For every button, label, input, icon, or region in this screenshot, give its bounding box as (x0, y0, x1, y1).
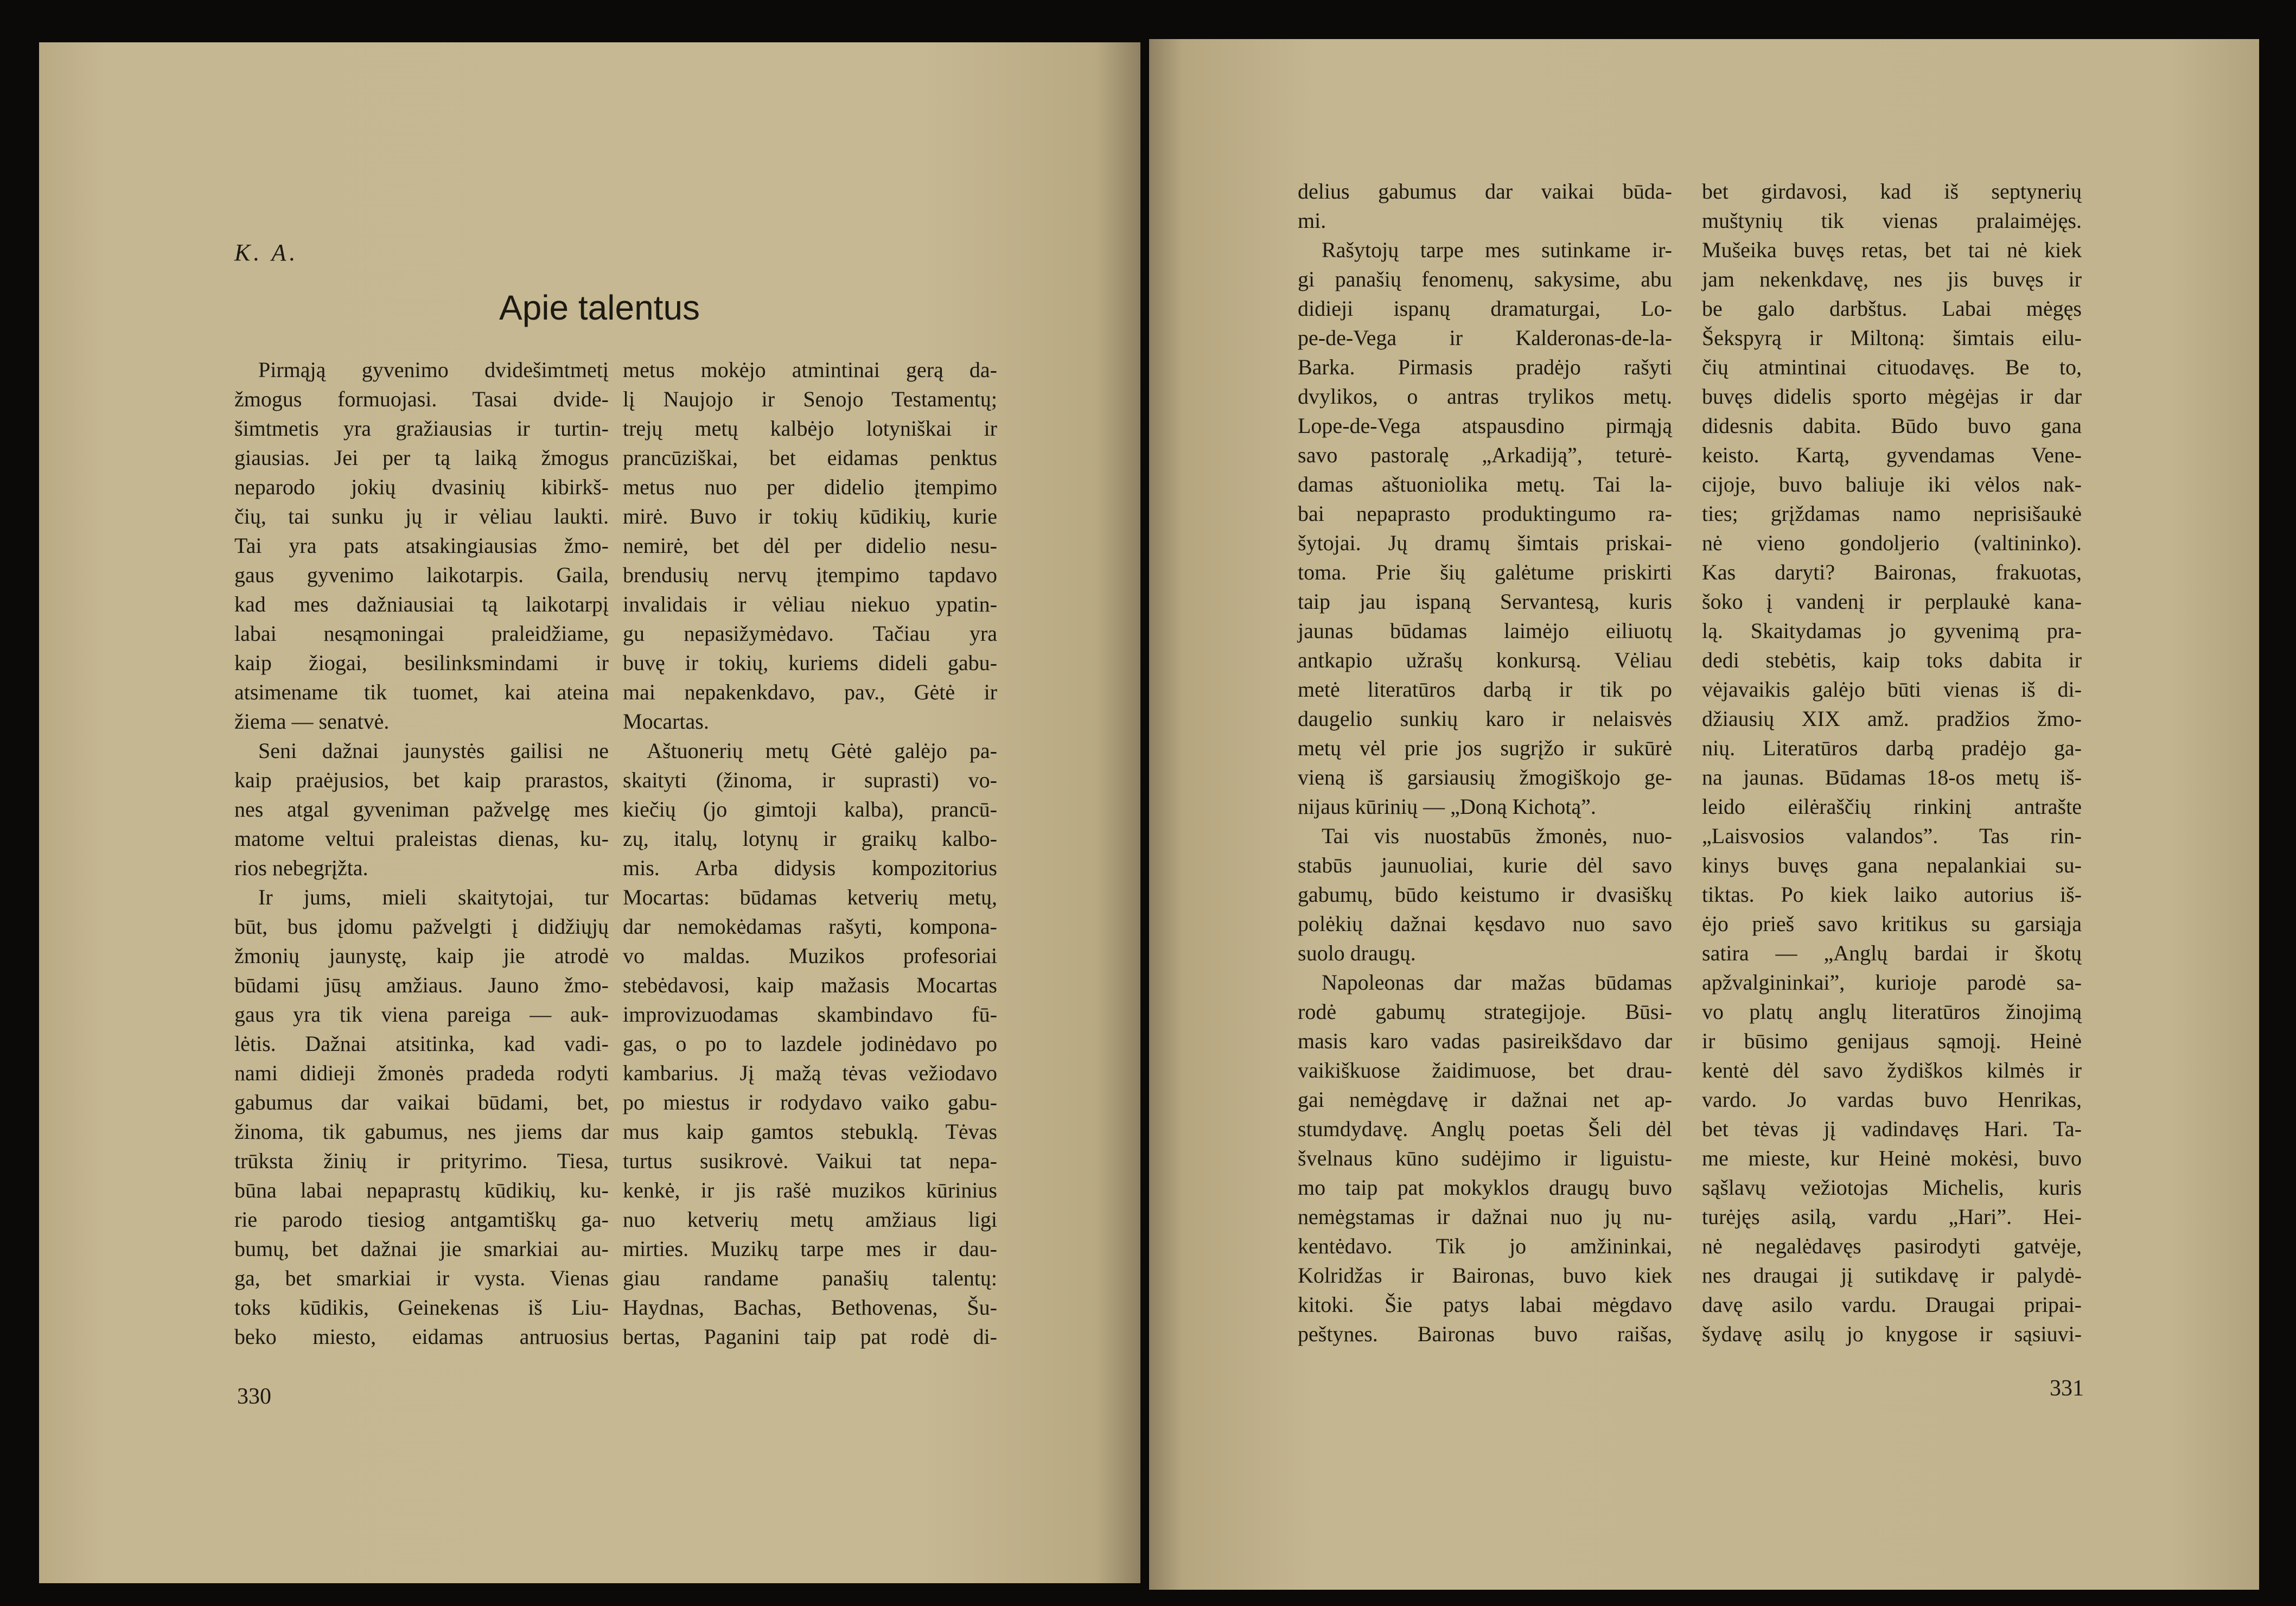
text-line: kitoki. Šie patys labai mėgdavo (1298, 1292, 1672, 1317)
text-line: leido eilėraščių rinkinį antrašte (1702, 794, 2082, 819)
text-line: Tai vis nuostabūs žmonės, nuo- (1322, 824, 1672, 848)
text-line: satira — „Anglų bardai ir škotų (1702, 941, 2082, 965)
text-line: prancūziškai, bet eidamas penktus (623, 445, 997, 470)
article-author: K. A. (234, 239, 299, 266)
text-line: kenkė, ir jis rašė muzikos kūrinius (623, 1178, 997, 1202)
text-line: čių, tai sunku jų ir vėliau laukti. (234, 504, 609, 528)
text-column-3 (1298, 177, 1672, 1349)
text-line: Napoleonas dar mažas būdamas (1322, 970, 1672, 995)
text-line: gaus gyvenimo laikotarpis. Gaila, (234, 563, 609, 587)
page-number-left: 330 (237, 1384, 271, 1409)
text-line: taip jau ispaną Servantesą, kuris (1298, 589, 1672, 614)
text-line: nes atgal gyveniman pažvelgę mes (234, 797, 609, 821)
text-line: apžvalgininkai”, kurioje parodė sa- (1702, 970, 2082, 995)
text-line: mai nepakenkdavo, pav., Gėtė ir (623, 680, 997, 704)
text-line: lą. Skaitydamas jo gyvenimą pra- (1702, 619, 2082, 643)
text-line: nes draugai jį sutikdavę ir palydė- (1702, 1263, 2082, 1288)
text-line: toks kūdikis, Geinekenas iš Liu- (234, 1295, 609, 1320)
text-line: bet girdavosi, kad iš septynerių (1702, 179, 2082, 203)
paragraph (234, 355, 609, 736)
text-line: Seni dažnai jaunystės gailisi ne (258, 738, 609, 763)
text-line: bet tėvas jį vadindavęs Hari. Ta- (1702, 1117, 2082, 1141)
text-line: nių. Literatūros darbą pradėjo ga- (1702, 736, 2082, 760)
text-line: nijaus kūrinių — „Doną Kichotą”. (1298, 794, 1596, 819)
text-line: Mocartas. (623, 709, 709, 734)
text-line: metus nuo per didelio įtempimo (623, 475, 997, 499)
text-line: giau randame panašių talentų: (623, 1266, 997, 1290)
text-line: ties; grįždamas namo neprisišaukė (1702, 501, 2082, 526)
text-line: kentėdavo. Tik jo amžininkai, (1298, 1234, 1672, 1258)
text-line: Mocartas: būdamas ketverių metų, (623, 885, 997, 909)
text-line: beko miesto, eidamas antruosius (234, 1324, 609, 1349)
paragraph (1298, 235, 1672, 821)
text-line: vėjavaikis galėjo būti vienas iš di- (1702, 677, 2082, 702)
text-line: vieną iš garsiausių žmogiškojo ge- (1298, 765, 1672, 789)
paragraph (623, 355, 997, 736)
text-line: Haydnas, Bachas, Bethovenas, Šu- (623, 1295, 997, 1320)
text-line: rodė gabumų strategijoje. Būsi- (1298, 999, 1672, 1024)
text-column-4 (1702, 177, 2082, 1349)
article-title: Apie talentus (499, 288, 700, 327)
text-line: ėjo prieš savo kritikus su garsiąja (1702, 912, 2082, 936)
text-line: mus kaip gamtos stebuklą. Tėvas (623, 1119, 997, 1144)
text-line: didesnis dabita. Būdo buvo gana (1702, 413, 2082, 438)
text-line: bumų, bet dažnai jie smarkiai au- (234, 1237, 609, 1261)
text-line: lėtis. Dažnai atsitinka, kad vadi- (234, 1031, 609, 1056)
text-line: Kolridžas ir Baironas, buvo kiek (1298, 1263, 1672, 1288)
text-line: Ir jums, mieli skaitytojai, tur (258, 885, 609, 909)
text-line: zų, italų, lotynų ir graikų kalbo- (623, 826, 997, 851)
text-line: nami didieji žmonės pradeda rodyti (234, 1061, 609, 1085)
text-line: Tai yra pats atsakingiausias žmo- (234, 533, 609, 558)
text-line: toma. Prie šių galėtume priskirti (1298, 560, 1672, 584)
text-line: neparodo jokių dvasinių kibirkš- (234, 475, 609, 499)
text-line: jaunas būdamas laimėjo eiliuotų (1298, 619, 1672, 643)
text-line: po miestus ir rodydavo vaiko gabu- (623, 1090, 997, 1114)
text-line: atsimename tik tuomet, kai ateina (234, 680, 609, 704)
paragraph (1298, 177, 1672, 235)
text-line: šytojai. Jų dramų šimtais priskai- (1298, 531, 1672, 555)
text-line: būna labai nepaprastų kūdikių, ku- (234, 1178, 609, 1202)
text-line: Pirmąją gyvenimo dvidešimtmetį (258, 358, 609, 382)
text-line: Šekspyrą ir Miltoną: šimtais eilu- (1702, 326, 2082, 350)
text-line: muštynių tik vienas pralaimėjęs. (1702, 208, 2082, 233)
text-line: antkapio užrašų konkursą. Vėliau (1298, 648, 1672, 672)
text-line: na jaunas. Būdamas 18-os metų iš- (1702, 765, 2082, 789)
text-line: pe-de-Vega ir Kalderonas-de-la- (1298, 326, 1672, 350)
text-line: peštynes. Baironas buvo raišas, (1298, 1322, 1672, 1346)
text-line: nemirė, bet dėl per didelio nesu- (623, 533, 997, 558)
text-line: kaip žiogai, besilinksmindami ir (234, 651, 609, 675)
text-line: bai nepaprasto produktingumo ra- (1298, 501, 1672, 526)
text-line: gu nepasižymėdavo. Tačiau yra (623, 621, 997, 646)
text-line: švelnaus kūno sudėjimo ir liguistu- (1298, 1146, 1672, 1170)
text-line: savo pastoralę „Arkadiją”, teturė- (1298, 443, 1672, 467)
text-line: stumdydavę. Anglų poetas Šeli dėl (1298, 1117, 1672, 1141)
text-line: šydavę asilų jo knygose ir sąsiuvi- (1702, 1322, 2082, 1346)
text-line: šimtmetis yra gražiausias ir turtin- (234, 416, 609, 441)
text-line: žmogus formuojasi. Tasai dvide- (234, 387, 609, 411)
text-line: buvęs didelis sporto mėgėjas ir dar (1702, 384, 2082, 409)
paragraph (234, 883, 609, 1352)
text-line: improvizuodamas skambindavo fū- (623, 1002, 997, 1027)
text-line: dvylikos, o antras trylikos metų. (1298, 384, 1672, 409)
text-line: kiečių (jo gimtoji kalba), prancū- (623, 797, 997, 821)
text-line: dedi stebėtis, kaip toks dabita ir (1702, 648, 2082, 672)
text-line: vardo. Jo vardas buvo Henrikas, (1702, 1087, 2082, 1112)
paragraph (234, 736, 609, 883)
text-line: jam nekenkdavę, nes jis buvęs ir (1702, 267, 2082, 291)
text-line: skaityti (žinoma, ir suprasti) vo- (623, 768, 997, 792)
text-line: giausias. Jei per tą laiką žmogus (234, 445, 609, 470)
text-line: stabūs jaunuoliai, kurie dėl savo (1298, 853, 1672, 877)
text-line: turtus susikrovė. Vaikui tat nepa- (623, 1149, 997, 1173)
text-line: ir būsimo genijaus sąmojį. Heinė (1702, 1029, 2082, 1053)
text-line: mirties. Muzikų tarpe mes ir dau- (623, 1237, 997, 1261)
paragraph (623, 736, 997, 1352)
text-line: gaus yra tik viena pareiga — auk- (234, 1002, 609, 1027)
text-column-1 (234, 355, 609, 1352)
paragraph (1298, 968, 1672, 1349)
text-line: nė vieno gondoljerio (valtininko). (1702, 531, 2082, 555)
text-line: damas aštuoniolika metų. Tai la- (1298, 472, 1672, 496)
text-line: kaip praėjusios, bet kaip prarastos, (234, 768, 609, 792)
text-line: žmonių jaunystę, kaip jie atrodė (234, 944, 609, 968)
text-line: šoko į vandenį ir perplaukė kana- (1702, 589, 2082, 614)
text-line: masis karo vadas pasireikšdavo dar (1298, 1029, 1672, 1053)
text-line: kentė dėl savo žydiškos kilmės ir (1702, 1058, 2082, 1082)
text-line: matome veltui praleistas dienas, ku- (234, 826, 609, 851)
text-line: cijoje, buvo baliuje iki vėlos nak- (1702, 472, 2082, 496)
text-line: gabumų, būdo keistumo ir dvasiškų (1298, 882, 1672, 907)
text-column-2 (623, 355, 997, 1352)
text-line: gai nemėgdavę ir dažnai net ap- (1298, 1087, 1672, 1112)
text-line: Rašytojų tarpe mes sutinkame ir- (1322, 238, 1672, 262)
text-line: turėjęs asilą, vardu „Hari”. Hei- (1702, 1204, 2082, 1229)
text-line: davę asilo vardu. Draugai pripai- (1702, 1292, 2082, 1317)
text-line: delius gabumus dar vaikai būda- (1298, 179, 1672, 203)
text-line: gi panašių fenomenų, sakysime, abu (1298, 267, 1672, 291)
text-line: kambarius. Jį mažą tėvas vežiodavo (623, 1061, 997, 1085)
text-line: metų vėl prie jos sugrįžo ir sukūrė (1298, 736, 1672, 760)
text-line: džiausių XIX amž. pradžios žmo- (1702, 706, 2082, 731)
text-line: brendusių nervų įtempimo tapdavo (623, 563, 997, 587)
text-line: vo platų anglų literatūros žinojimą (1702, 999, 2082, 1024)
text-line: stebėdavosi, kaip mažasis Mocartas (623, 973, 997, 997)
text-line: Barka. Pirmasis pradėjo rašyti (1298, 355, 1672, 379)
page-number-right: 331 (2050, 1376, 2084, 1401)
text-line: vaikiškuose žaidimuose, bet drau- (1298, 1058, 1672, 1082)
text-line: žiema — senatvė. (234, 709, 390, 734)
text-line: trejų metų kalbėjo lotyniškai ir (623, 416, 997, 441)
text-line: daugelio sunkių karo ir nelaisvės (1298, 706, 1672, 731)
text-line: polėkių dažnai kęsdavo nuo savo (1298, 912, 1672, 936)
text-line: čių atmintinai cituodavęs. Be to, (1702, 355, 2082, 379)
text-line: kad mes dažniausiai tą laikotarpį (234, 592, 609, 616)
text-line: keisto. Kartą, gyvendamas Vene- (1702, 443, 2082, 467)
text-line: žinoma, tik gabumus, nes jiems dar (234, 1119, 609, 1144)
paragraph (1298, 821, 1672, 968)
text-line: metė literatūros darbą ir tik po (1298, 677, 1672, 702)
text-line: be galo darbštus. Labai mėgęs (1702, 296, 2082, 321)
text-line: Lope-de-Vega atspausdino pirmąją (1298, 413, 1672, 438)
text-line: labai nesąmoningai praleidžiame, (234, 621, 609, 646)
text-line: ga, bet smarkiai ir vysta. Vienas (234, 1266, 609, 1290)
text-line: mi. (1298, 208, 1326, 233)
text-line: kinys buvęs gana nepalankiai su- (1702, 853, 2082, 877)
text-line: nuo ketverių metų amžiaus ligi (623, 1207, 997, 1232)
text-line: trūksta žinių ir prityrimo. Tiesa, (234, 1149, 609, 1173)
text-line: sąšlavų vežiotojas Michelis, kuris (1702, 1175, 2082, 1200)
text-line: gas, o po to lazdele jodinėdavo po (623, 1031, 997, 1056)
text-line: vo maldas. Muzikos profesoriai (623, 944, 997, 968)
text-line: invalidais ir vėliau niekuo ypatin- (623, 592, 997, 616)
text-line: rie parodo tiesiog antgamtiškų ga- (234, 1207, 609, 1232)
text-line: Kas daryti? Baironas, frakuotas, (1702, 560, 2082, 584)
paragraph (1702, 177, 2082, 1349)
text-line: dar nemokėdamas rašyti, kompona- (623, 914, 997, 939)
text-line: bertas, Paganini taip pat rodė di- (623, 1324, 997, 1349)
text-line: mis. Arba didysis kompozitorius (623, 856, 997, 880)
text-line: didieji ispanų dramaturgai, Lo- (1298, 296, 1672, 321)
text-line: rios nebegrįžta. (234, 856, 368, 880)
text-line: suolo draugų. (1298, 941, 1416, 965)
text-line: būt, bus įdomu pažvelgti į didžiųjų (234, 914, 609, 939)
text-line: tiktas. Po kiek laiko autorius iš- (1702, 882, 2082, 907)
text-line: nė negalėdavęs pasirodyti gatvėje, (1702, 1234, 2082, 1258)
text-line: „Laisvosios valandos”. Tas rin- (1702, 824, 2082, 848)
text-line: būdami jūsų amžiaus. Jauno žmo- (234, 973, 609, 997)
text-line: lį Naujojo ir Senojo Testamentų; (623, 387, 997, 411)
text-line: metus mokėjo atmintinai gerą da- (623, 358, 997, 382)
text-line: me mieste, kur Heinė mokėsi, buvo (1702, 1146, 2082, 1170)
text-line: mirė. Buvo ir tokių kūdikių, kurie (623, 504, 997, 528)
text-line: Aštuonerių metų Gėtė galėjo pa- (647, 738, 997, 763)
text-line: nemėgstamas ir dažnai nuo jų nu- (1298, 1204, 1672, 1229)
text-line: gabumus dar vaikai būdami, bet, (234, 1090, 609, 1114)
text-line: Mušeika buvęs retas, bet tai nė kiek (1702, 238, 2082, 262)
text-line: mo taip pat mokyklos draugų buvo (1298, 1175, 1672, 1200)
text-line: buvę ir tokių, kuriems dideli gabu- (623, 651, 997, 675)
